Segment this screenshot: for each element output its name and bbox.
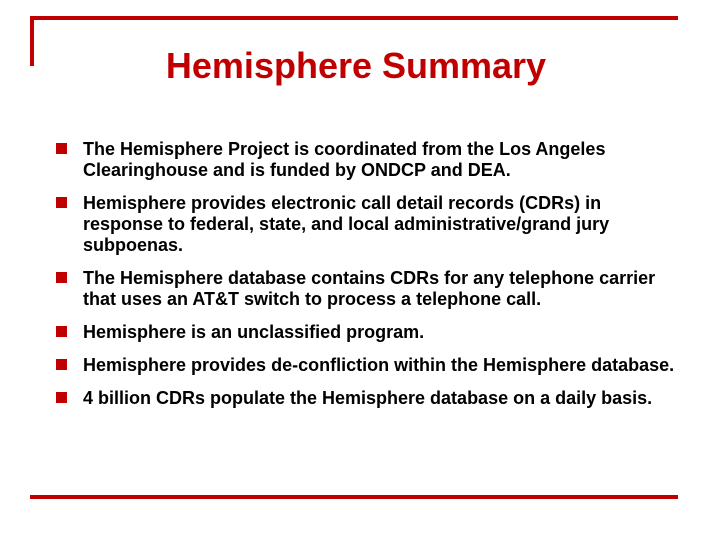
bullet-item	[56, 322, 676, 343]
square-bullet-icon	[56, 392, 67, 403]
bullet-item	[56, 193, 676, 256]
bullet-text: The Hemisphere Project is coordinated from the Los Angeles Clearinghouse and is funded by ONDCP and DEA.	[83, 139, 606, 180]
frame-bottom-rule	[30, 495, 678, 499]
bullet-text: Hemisphere is an unclassified program.	[83, 322, 425, 342]
square-bullet-icon	[56, 143, 67, 154]
bullet-text: Hemisphere provides electronic call detail records (CDRs) in response to federal, state, and local administrative/grand jury subpoenas.	[83, 193, 610, 255]
bullet-item	[56, 355, 676, 376]
square-bullet-icon	[56, 326, 67, 337]
bullet-item	[56, 388, 676, 409]
bullet-text: Hemisphere provides de-confliction within the Hemisphere database.	[83, 355, 675, 375]
bullet-text: The Hemisphere database contains CDRs for any telephone carrier that uses an AT&T switch to process a telephone call.	[83, 268, 656, 309]
frame-top-rule	[30, 16, 678, 20]
square-bullet-icon	[56, 197, 67, 208]
bullet-item	[56, 139, 676, 181]
bullet-text: 4 billion CDRs populate the Hemisphere database on a daily basis.	[83, 388, 653, 408]
square-bullet-icon	[56, 272, 67, 283]
bullet-item	[56, 268, 676, 310]
slide-title: Hemisphere Summary	[165, 45, 547, 86]
bullet-list	[56, 139, 676, 421]
square-bullet-icon	[56, 359, 67, 370]
